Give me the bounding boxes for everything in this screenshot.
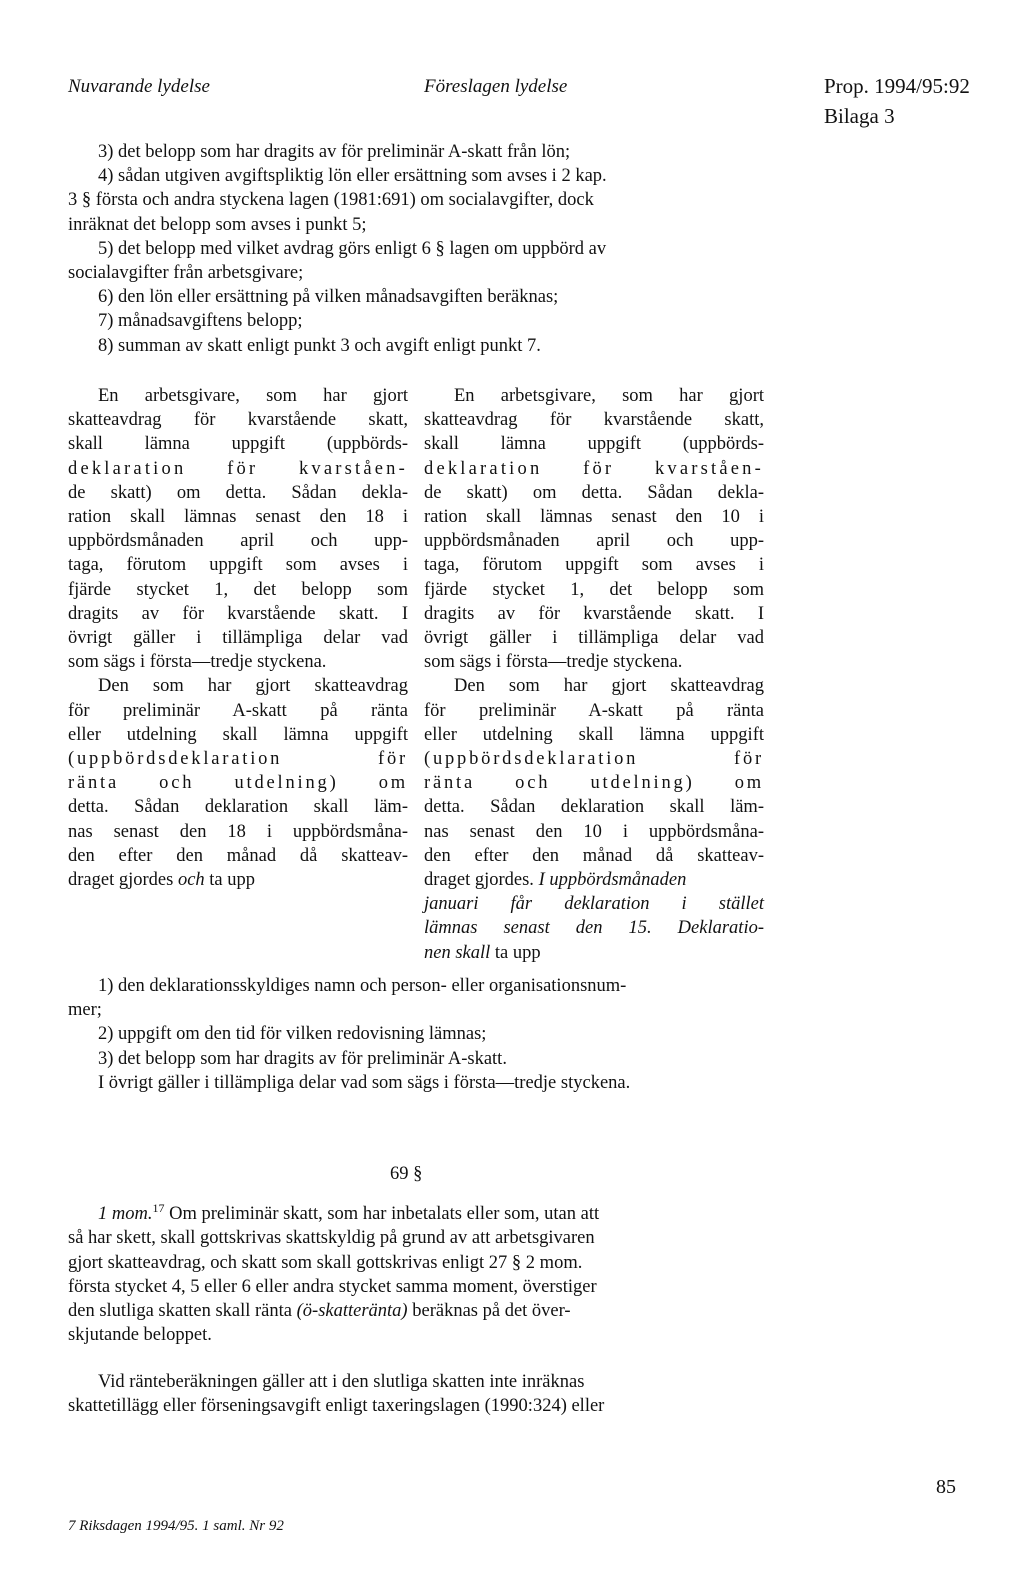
right-text-segment: draget gjordes. <box>424 870 539 891</box>
right-text-line: (uppbördsdeklaration för <box>424 749 764 770</box>
mom-text-segment: Om preliminär skatt, som har inbetalats eller som, utan att <box>164 1204 600 1225</box>
vid-line: skattetillägg eller förseningsavgift enligt taxeringslagen (1990:324) eller <box>68 1396 605 1417</box>
mom-text-segment: den slutliga skatten skall ränta <box>68 1300 297 1321</box>
mom-text-emphasis: (ö-skatteränta) <box>296 1300 408 1321</box>
left-text-line: deklaration för kvarståen- <box>68 458 408 479</box>
after-line: mer; <box>68 1000 102 1021</box>
right-text-line: uppbördsmånaden april och upp- <box>424 531 764 552</box>
after-line: 3) det belopp som har dragits av för preliminär A-skatt. <box>98 1048 507 1069</box>
after-items <box>68 974 748 1095</box>
intro-line: 3 § första och andra styckena lagen (1981:691) om socialavgifter, dock <box>68 190 594 211</box>
right-text-line: En arbetsgivare, som har gjort <box>454 386 764 406</box>
intro-line: inräknat det belopp som avses i punkt 5; <box>68 214 367 235</box>
after-line: 1) den deklarationsskyldiges namn och person- eller organisationsnum- <box>98 976 627 996</box>
footer-reference: 7 Riksdagen 1994/95. 1 saml. Nr 92 <box>68 1518 284 1534</box>
right-text-emphasis: I uppbördsmånaden <box>538 870 687 891</box>
right-text-line <box>424 941 764 965</box>
mom-line: första stycket 4, 5 eller 6 eller andra stycket samma moment, överstiger <box>68 1276 597 1297</box>
intro-line: 6) den lön eller ersättning på vilken månadsavgiften beräknas; <box>98 287 559 308</box>
mom-line: skjutande beloppet. <box>68 1325 212 1346</box>
right-text-line: detta. Sådan deklaration skall läm- <box>424 797 764 818</box>
intro-line: 5) det belopp med vilket avdrag görs enligt 6 § lagen om uppbörd av <box>98 238 607 259</box>
right-text-segment: ta upp <box>490 942 541 963</box>
right-text-line: som sägs i första—tredje styckena. <box>424 652 683 673</box>
header-current-wording: Nuvarande lydelse <box>68 76 210 97</box>
mom-line <box>68 1299 748 1323</box>
left-text-line: för preliminär A-skatt på ränta <box>68 700 408 721</box>
vid-line: Vid ränteberäkningen gäller att i den slutliga skatten inte inräknas <box>98 1372 585 1392</box>
mom-label: 1 mom. <box>98 1204 153 1225</box>
intro-line: 3) det belopp som har dragits av för preliminär A-skatt från lön; <box>98 142 571 162</box>
mom-first-line <box>68 1196 748 1226</box>
header-bilaga: Bilaga 3 <box>824 104 895 128</box>
left-text-line: eller utdelning skall lämna uppgift <box>68 724 408 745</box>
intro-line: socialavgifter från arbetsgivare; <box>68 263 304 284</box>
right-text-line: skall lämna uppgift (uppbörds- <box>424 434 764 455</box>
vid-paragraph <box>68 1370 748 1418</box>
left-text-line: som sägs i första—tredje styckena. <box>68 652 327 673</box>
proposed-wording-column <box>424 384 764 965</box>
mom-text-segment: beräknas på det över- <box>407 1300 571 1321</box>
left-text-line: Den som har gjort skatteavdrag <box>98 676 408 697</box>
left-text-line: skatteavdrag för kvarstående skatt, <box>68 410 408 431</box>
left-text-line: taga, förutom uppgift som avses i <box>68 555 408 576</box>
left-text-line: fjärde stycket 1, det belopp som <box>68 579 408 600</box>
right-text-line: januari får deklaration i stället <box>424 894 764 915</box>
after-line: I övrigt gäller i tillämpliga delar vad som sägs i första—tredje styckena. <box>98 1072 631 1093</box>
left-text-line: skall lämna uppgift (uppbörds- <box>68 434 408 455</box>
right-text-line: för preliminär A-skatt på ränta <box>424 700 764 721</box>
mom-line: gjort skatteavdrag, och skatt som skall gottskrivas enligt 27 § 2 mom. <box>68 1252 583 1273</box>
right-text-line: de skatt) om detta. Sådan dekla- <box>424 482 764 503</box>
current-wording-column <box>68 384 408 892</box>
left-text-line: övrigt gäller i tillämpliga delar vad <box>68 628 408 649</box>
left-text-emphasis: och <box>177 870 205 891</box>
footnote-ref: 17 <box>152 1201 165 1215</box>
right-text-emphasis: nen skall <box>424 942 491 963</box>
left-text-line: dragits av för kvarstående skatt. I <box>68 603 408 624</box>
page-number: 85 <box>936 1476 956 1498</box>
intro-line: 8) summan av skatt enligt punkt 3 och avgift enligt punkt 7. <box>98 335 541 356</box>
header-prop: Prop. 1994/95:92 <box>824 74 970 98</box>
intro-line: 4) sådan utgiven avgiftspliktig lön eller ersättning som avses i 2 kap. <box>98 166 607 187</box>
right-text-line: Den som har gjort skatteavdrag <box>454 676 764 697</box>
left-text-line: nas senast den 18 i uppbördsmåna- <box>68 821 408 842</box>
right-text-line: eller utdelning skall lämna uppgift <box>424 724 764 745</box>
right-text-line: den efter den månad då skatteav- <box>424 845 764 866</box>
left-text-line <box>68 868 408 892</box>
intro-items <box>68 140 748 358</box>
left-text-line: (uppbördsdeklaration för <box>68 749 408 770</box>
right-text-line: deklaration för kvarståen- <box>424 458 764 479</box>
header-proposed-wording: Föreslagen lydelse <box>424 76 568 97</box>
right-text-line: taga, förutom uppgift som avses i <box>424 555 764 576</box>
right-text-line: lämnas senast den 15. Deklaratio- <box>424 918 764 939</box>
mom-paragraph <box>68 1196 748 1347</box>
left-text-line: uppbördsmånaden april och upp- <box>68 531 408 552</box>
left-text-line: En arbetsgivare, som har gjort <box>98 386 408 406</box>
left-text-line: ration skall lämnas senast den 18 i <box>68 507 408 528</box>
right-text-line: ration skall lämnas senast den 10 i <box>424 507 764 528</box>
section-heading: 69 § <box>390 1164 423 1184</box>
after-line: 2) uppgift om den tid för vilken redovisning lämnas; <box>98 1024 487 1045</box>
left-text-line: de skatt) om detta. Sådan dekla- <box>68 482 408 503</box>
right-text-line: ränta och utdelning) om <box>424 773 764 794</box>
right-text-line <box>424 868 764 892</box>
right-text-line: dragits av för kvarstående skatt. I <box>424 603 764 624</box>
left-text-line: ränta och utdelning) om <box>68 773 408 794</box>
left-text-segment: draget gjordes <box>68 870 178 891</box>
intro-line: 7) månadsavgiftens belopp; <box>98 311 303 332</box>
right-text-line: skatteavdrag för kvarstående skatt, <box>424 410 764 431</box>
left-text-segment: ta upp <box>204 870 256 891</box>
left-text-line: den efter den månad då skatteav- <box>68 845 408 866</box>
left-text-line: detta. Sådan deklaration skall läm- <box>68 797 408 818</box>
right-text-line: nas senast den 10 i uppbördsmåna- <box>424 821 764 842</box>
right-text-line: övrigt gäller i tillämpliga delar vad <box>424 628 764 649</box>
right-text-line: fjärde stycket 1, det belopp som <box>424 579 764 600</box>
mom-line: så har skett, skall gottskrivas skattskyldig på grund av att arbetsgivaren <box>68 1228 595 1249</box>
